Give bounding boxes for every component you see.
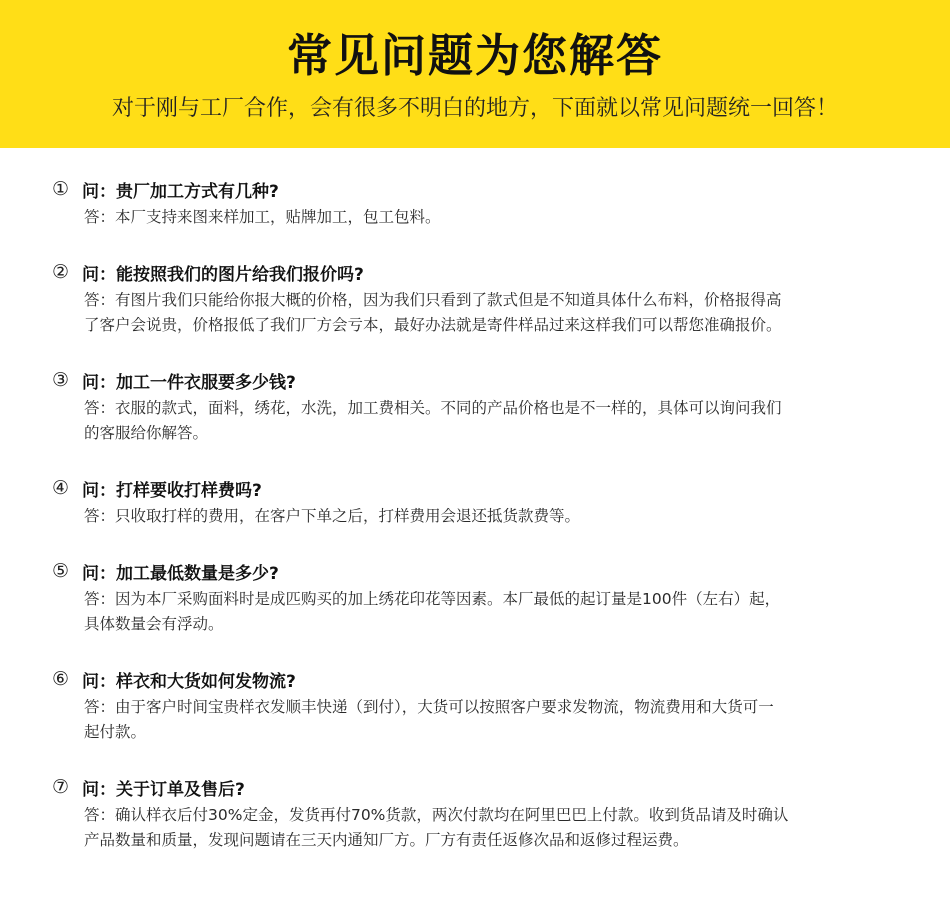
faq-question-text: 问：加工一件衣服要多少钱? <box>82 372 296 393</box>
faq-question-text: 问：关于订单及售后? <box>82 779 245 800</box>
faq-question <box>52 558 902 584</box>
faq-answer-line: 答：由于客户时间宝贵样衣发顺丰快递（到付），大货可以按照客户要求发物流，物流费用和大货可一 <box>84 698 774 716</box>
faq-number: ⑦ <box>52 776 70 798</box>
faq-item <box>52 558 902 637</box>
faq-question <box>52 176 902 202</box>
faq-answer-line: 答：有图片我们只能给你报大概的价格，因为我们只看到了款式但是不知道具体什么布料，价格报得高 <box>84 291 782 309</box>
header-banner <box>0 0 950 148</box>
faq-answer-line: 了客户会说贵，价格报低了我们厂方会亏本，最好办法就是寄件样品过来这样我们可以帮您准确报价。 <box>84 316 782 334</box>
faq-item <box>52 774 902 853</box>
faq-question <box>52 367 902 393</box>
faq-answer-line: 具体数量会有浮动。 <box>84 615 224 633</box>
faq-question-text: 问：打样要收打样费吗? <box>82 480 262 501</box>
faq-item <box>52 176 902 230</box>
faq-answer-line: 答：本厂支持来图来样加工，贴牌加工，包工包料。 <box>84 208 441 226</box>
faq-answer-line: 的客服给你解答。 <box>84 424 209 442</box>
faq-list <box>52 176 902 853</box>
faq-number: ③ <box>52 369 70 391</box>
faq-answer-line: 产品数量和质量，发现问题请在三天内通知厂方。厂方有责任返修次品和返修过程运费。 <box>84 831 689 849</box>
faq-answer-line: 起付款。 <box>84 723 147 741</box>
faq-item <box>52 259 902 338</box>
faq-answer <box>84 504 902 529</box>
faq-number: ① <box>52 178 70 200</box>
faq-answer <box>84 288 902 338</box>
faq-number: ⑤ <box>52 560 70 582</box>
faq-question-text: 问：样衣和大货如何发物流? <box>82 671 296 692</box>
faq-answer <box>84 205 902 230</box>
faq-answer-line: 答：因为本厂采购面料时是成匹购买的加上绣花印花等因素。本厂最低的起订量是100件（左右）起， <box>84 590 781 608</box>
faq-question <box>52 666 902 692</box>
faq-number: ② <box>52 261 70 283</box>
faq-item <box>52 475 902 529</box>
faq-question <box>52 475 902 501</box>
faq-answer <box>84 695 902 745</box>
faq-question-text: 问：贵厂加工方式有几种? <box>82 181 279 202</box>
faq-number: ⑥ <box>52 668 70 690</box>
faq-question <box>52 259 902 285</box>
page-subtitle: 对于刚与工厂合作，会有很多不明白的地方，下面就以常见问题统一回答！ <box>111 96 838 121</box>
faq-item <box>52 666 902 745</box>
faq-answer-line: 答：确认样衣后付30%定金，发货再付70%货款，两次付款均在阿里巴巴上付款。收到货品请及时确认 <box>84 806 789 824</box>
faq-item <box>52 367 902 446</box>
page-title: 常见问题为您解答 <box>286 29 663 82</box>
faq-question-text: 问：加工最低数量是多少? <box>82 563 279 584</box>
faq-question <box>52 774 902 800</box>
faq-answer-line: 答：只收取打样的费用，在客户下单之后，打样费用会退还抵货款费等。 <box>84 507 581 525</box>
faq-number: ④ <box>52 477 70 499</box>
faq-answer <box>84 396 902 446</box>
faq-answer-line: 答：衣服的款式，面料，绣花，水洗，加工费相关。不同的产品价格也是不一样的，具体可以询问我们 <box>84 399 782 417</box>
faq-question-text: 问：能按照我们的图片给我们报价吗? <box>82 264 364 285</box>
faq-answer <box>84 803 902 853</box>
faq-answer <box>84 587 902 637</box>
